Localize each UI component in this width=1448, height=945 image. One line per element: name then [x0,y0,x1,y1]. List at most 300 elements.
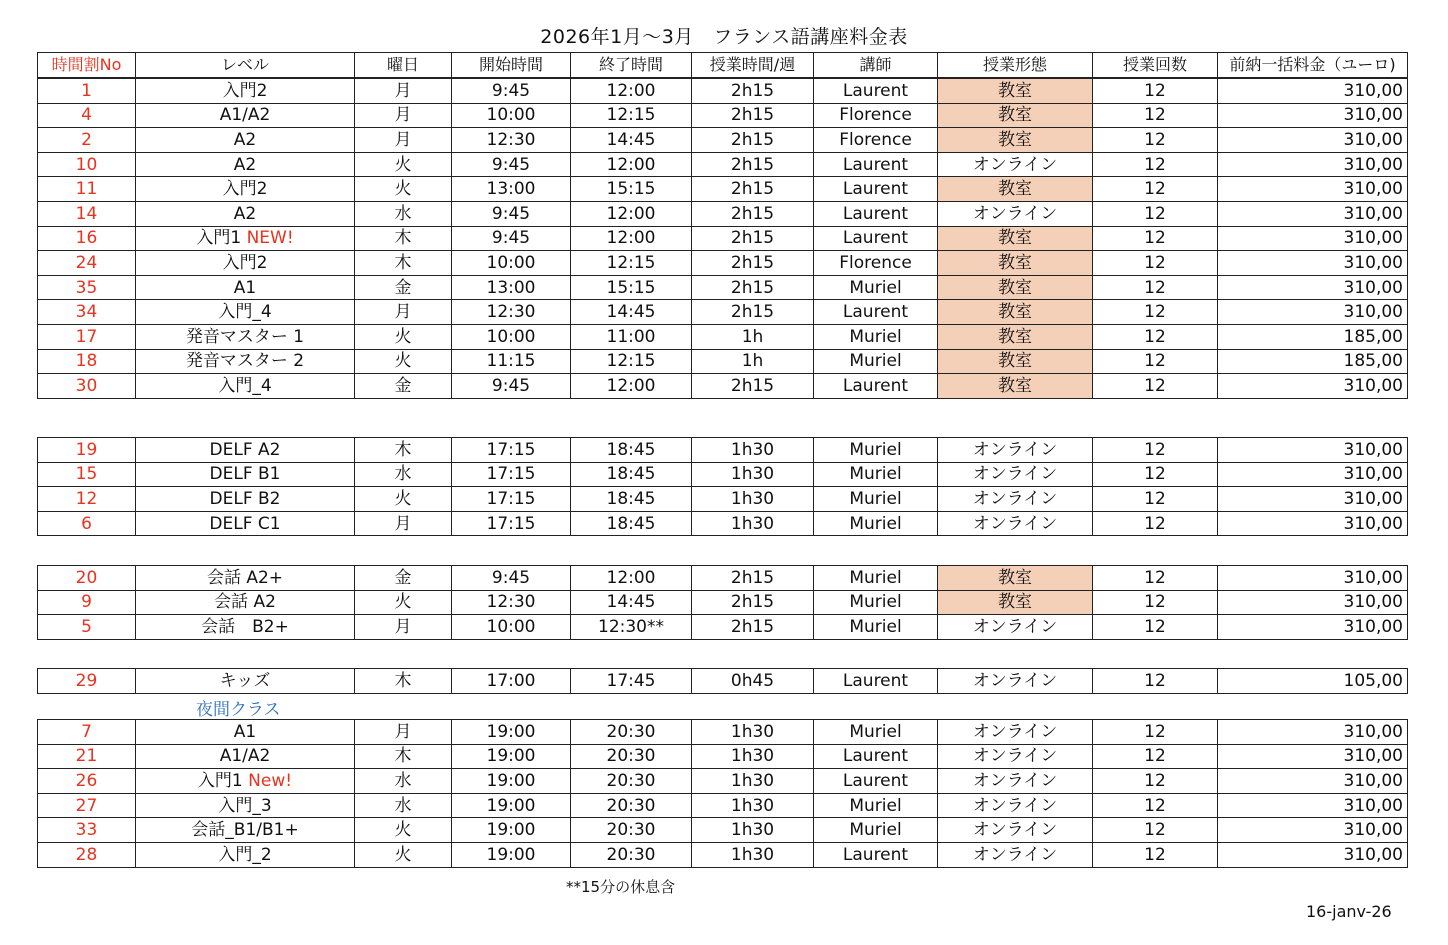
teacher-name: Florence [814,103,938,128]
header-mode: 授業形態 [938,53,1093,78]
class-level: 会話 B2+ [136,615,355,640]
teacher-name: Muriel [814,793,938,818]
class-day: 火 [355,590,452,615]
header-teacher: 講師 [814,53,938,78]
class-day: 水 [355,462,452,487]
class-level: A2 [136,128,355,153]
prepaid-price: 310,00 [1218,300,1408,325]
end-time: 15:15 [571,275,692,300]
teacher-name: Laurent [814,177,938,202]
table-row [38,590,1408,615]
class-mode: 教室 [938,300,1093,325]
end-time: 14:45 [571,128,692,153]
teacher-name: Laurent [814,201,938,226]
start-time: 9:45 [452,566,571,591]
prepaid-price: 310,00 [1218,720,1408,745]
level-text: 入門1 [197,770,249,791]
header-end: 終了時間 [571,53,692,78]
table-row [38,669,1408,694]
table-row [38,128,1408,153]
teacher-name: Florence [814,128,938,153]
end-time: 12:00 [571,79,692,104]
schedule-table [37,719,1408,868]
weekly-duration: 1h30 [692,744,814,769]
end-time: 11:00 [571,324,692,349]
prepaid-price: 185,00 [1218,324,1408,349]
teacher-name: Florence [814,251,938,276]
class-day: 月 [355,720,452,745]
start-time: 17:15 [452,487,571,512]
table-row [38,438,1408,463]
class-level: 会話_B1/B1+ [136,818,355,843]
table-row [38,349,1408,374]
class-day: 水 [355,793,452,818]
class-number: 14 [38,201,136,226]
class-level: DELF A2 [136,438,355,463]
weekly-duration: 2h15 [692,251,814,276]
class-day: 火 [355,818,452,843]
class-mode: オンライン [938,511,1093,536]
table-row [38,300,1408,325]
prepaid-price: 310,00 [1218,201,1408,226]
teacher-name: Laurent [814,744,938,769]
class-number: 15 [38,462,136,487]
start-time: 9:45 [452,374,571,399]
weekly-duration: 1h30 [692,720,814,745]
class-mode: 教室 [938,590,1093,615]
class-number: 9 [38,590,136,615]
table-row [38,152,1408,177]
weekly-duration: 2h15 [692,103,814,128]
prepaid-price: 310,00 [1218,487,1408,512]
schedule-table [37,668,1408,694]
class-number: 19 [38,438,136,463]
end-time: 20:30 [571,818,692,843]
class-day: 火 [355,842,452,867]
class-day: 木 [355,438,452,463]
weekly-duration: 1h30 [692,462,814,487]
prepaid-price: 310,00 [1218,251,1408,276]
lesson-count: 12 [1093,152,1218,177]
end-time: 18:45 [571,511,692,536]
header-price: 前納一括料金（ユーロ) [1218,53,1408,78]
prepaid-price: 310,00 [1218,103,1408,128]
class-mode: 教室 [938,79,1093,104]
teacher-name: Muriel [814,818,938,843]
end-time: 12:15 [571,251,692,276]
table-row [38,744,1408,769]
lesson-count: 12 [1093,438,1218,463]
start-time: 19:00 [452,769,571,794]
class-mode: オンライン [938,720,1093,745]
class-number: 28 [38,842,136,867]
class-mode: 教室 [938,251,1093,276]
class-number: 27 [38,793,136,818]
table-row [38,324,1408,349]
weekly-duration: 1h30 [692,438,814,463]
start-time: 19:00 [452,842,571,867]
class-day: 月 [355,79,452,104]
teacher-name: Laurent [814,152,938,177]
class-level: キッズ [136,669,355,694]
table-row [38,103,1408,128]
end-time: 12:00 [571,152,692,177]
page-title: 2026年1月〜3月 フランス語講座料金表 [540,26,908,48]
lesson-count: 12 [1093,226,1218,251]
end-time: 20:30 [571,793,692,818]
teacher-name: Laurent [814,842,938,867]
lesson-count: 12 [1093,349,1218,374]
class-number: 30 [38,374,136,399]
start-time: 17:15 [452,511,571,536]
class-number: 34 [38,300,136,325]
lesson-count: 12 [1093,566,1218,591]
lesson-count: 12 [1093,251,1218,276]
teacher-name: Muriel [814,566,938,591]
class-mode: オンライン [938,842,1093,867]
end-time: 18:45 [571,462,692,487]
lesson-count: 12 [1093,79,1218,104]
table-row [38,511,1408,536]
lesson-count: 12 [1093,669,1218,694]
end-time: 14:45 [571,590,692,615]
prepaid-price: 310,00 [1218,818,1408,843]
header-table [37,52,1408,78]
class-day: 水 [355,201,452,226]
table-row [38,842,1408,867]
class-mode: 教室 [938,177,1093,202]
weekly-duration: 1h30 [692,511,814,536]
prepaid-price: 310,00 [1218,511,1408,536]
class-level: 入門_4 [136,300,355,325]
start-time: 19:00 [452,818,571,843]
weekly-duration: 2h15 [692,128,814,153]
start-time: 11:15 [452,349,571,374]
class-day: 火 [355,324,452,349]
start-time: 19:00 [452,744,571,769]
class-day: 木 [355,669,452,694]
table-row [38,720,1408,745]
class-level: 入門_2 [136,842,355,867]
class-day: 火 [355,177,452,202]
weekly-duration: 1h30 [692,487,814,512]
teacher-name: Muriel [814,590,938,615]
schedule-table [37,565,1408,640]
start-time: 13:00 [452,275,571,300]
class-mode: 教室 [938,349,1093,374]
class-number: 29 [38,669,136,694]
class-mode: オンライン [938,438,1093,463]
class-mode: オンライン [938,615,1093,640]
class-number: 5 [38,615,136,640]
start-time: 12:30 [452,590,571,615]
end-time: 20:30 [571,842,692,867]
class-level: 入門2 [136,251,355,276]
start-time: 9:45 [452,201,571,226]
class-number: 2 [38,128,136,153]
weekly-duration: 2h15 [692,300,814,325]
table-row [38,275,1408,300]
start-time: 10:00 [452,103,571,128]
start-time: 19:00 [452,793,571,818]
class-day: 金 [355,566,452,591]
teacher-name: Muriel [814,275,938,300]
weekly-duration: 2h15 [692,615,814,640]
table-row [38,374,1408,399]
teacher-name: Laurent [814,226,938,251]
class-day: 木 [355,744,452,769]
teacher-name: Muriel [814,349,938,374]
table-row [38,177,1408,202]
lesson-count: 12 [1093,744,1218,769]
teacher-name: Laurent [814,769,938,794]
class-day: 木 [355,226,452,251]
teacher-name: Muriel [814,720,938,745]
start-time: 17:15 [452,438,571,463]
table-row [38,818,1408,843]
weekly-duration: 2h15 [692,152,814,177]
lesson-count: 12 [1093,201,1218,226]
teacher-name: Muriel [814,511,938,536]
weekly-duration: 2h15 [692,566,814,591]
class-day: 月 [355,300,452,325]
prepaid-price: 310,00 [1218,566,1408,591]
weekly-duration: 2h15 [692,275,814,300]
end-time: 12:00 [571,374,692,399]
start-time: 13:00 [452,177,571,202]
end-time: 20:30 [571,769,692,794]
weekly-duration: 2h15 [692,590,814,615]
class-level: 会話 A2 [136,590,355,615]
start-time: 12:30 [452,128,571,153]
class-mode: 教室 [938,566,1093,591]
class-day: 火 [355,487,452,512]
class-mode: オンライン [938,487,1093,512]
table-row [38,201,1408,226]
class-level: 入門2 [136,177,355,202]
class-level: A1/A2 [136,103,355,128]
lesson-count: 12 [1093,374,1218,399]
table-row [38,462,1408,487]
class-day: 木 [355,251,452,276]
class-day: 金 [355,275,452,300]
class-level: DELF B2 [136,487,355,512]
teacher-name: Laurent [814,374,938,399]
end-time: 12:00 [571,566,692,591]
prepaid-price: 310,00 [1218,79,1408,104]
header-day: 曜日 [355,53,452,78]
weekly-duration: 1h30 [692,793,814,818]
end-time: 15:15 [571,177,692,202]
class-level: 入門_4 [136,374,355,399]
lesson-count: 12 [1093,324,1218,349]
class-level: DELF C1 [136,511,355,536]
end-time: 12:00 [571,226,692,251]
weekly-duration: 2h15 [692,79,814,104]
table-row [38,566,1408,591]
lesson-count: 12 [1093,720,1218,745]
table-row [38,793,1408,818]
class-level [136,769,355,794]
end-time: 12:15 [571,349,692,374]
start-time: 10:00 [452,324,571,349]
teacher-name: Laurent [814,669,938,694]
start-time: 12:30 [452,300,571,325]
evening-class-label: 夜間クラス [196,700,281,720]
class-mode: オンライン [938,152,1093,177]
schedule-table [37,78,1408,399]
class-level: A1 [136,720,355,745]
teacher-name: Muriel [814,462,938,487]
class-mode: オンライン [938,744,1093,769]
header-count: 授業回数 [1093,53,1218,78]
prepaid-price: 310,00 [1218,793,1408,818]
prepaid-price: 310,00 [1218,152,1408,177]
start-time: 10:00 [452,615,571,640]
table-row [38,79,1408,104]
end-time: 12:00 [571,201,692,226]
teacher-name: Muriel [814,487,938,512]
class-mode: オンライン [938,669,1093,694]
schedule-table [37,437,1408,536]
class-number: 20 [38,566,136,591]
start-time: 10:00 [452,251,571,276]
start-time: 17:15 [452,462,571,487]
header-level: レベル [136,53,355,78]
lesson-count: 12 [1093,615,1218,640]
class-day: 月 [355,103,452,128]
end-time: 18:45 [571,487,692,512]
level-text: 入門1 [196,228,247,249]
class-number: 21 [38,744,136,769]
class-mode: オンライン [938,769,1093,794]
class-level: 入門_3 [136,793,355,818]
header-no: 時間割No [38,53,136,78]
end-time: 20:30 [571,720,692,745]
class-number: 35 [38,275,136,300]
prepaid-price: 310,00 [1218,769,1408,794]
class-number: 7 [38,720,136,745]
lesson-count: 12 [1093,275,1218,300]
start-time: 19:00 [452,720,571,745]
lesson-count: 12 [1093,128,1218,153]
prepaid-price: 310,00 [1218,842,1408,867]
start-time: 9:45 [452,79,571,104]
header-start: 開始時間 [452,53,571,78]
lesson-count: 12 [1093,793,1218,818]
lesson-count: 12 [1093,511,1218,536]
class-level: 入門2 [136,79,355,104]
weekly-duration: 1h30 [692,842,814,867]
class-mode: オンライン [938,462,1093,487]
class-level: 会話 A2+ [136,566,355,591]
prepaid-price: 310,00 [1218,177,1408,202]
class-number: 12 [38,487,136,512]
class-number: 26 [38,769,136,794]
end-time: 14:45 [571,300,692,325]
lesson-count: 12 [1093,103,1218,128]
prepaid-price: 310,00 [1218,590,1408,615]
lesson-count: 12 [1093,462,1218,487]
prepaid-price: 310,00 [1218,374,1408,399]
class-mode: オンライン [938,201,1093,226]
class-number: 4 [38,103,136,128]
prepaid-price: 310,00 [1218,438,1408,463]
table-row [38,226,1408,251]
class-level: 発音マスター 2 [136,349,355,374]
prepaid-price: 105,00 [1218,669,1408,694]
weekly-duration: 1h [692,349,814,374]
table-row [38,487,1408,512]
table-row [38,615,1408,640]
table-row [38,251,1408,276]
class-number: 6 [38,511,136,536]
class-level: A2 [136,152,355,177]
class-number: 18 [38,349,136,374]
class-number: 24 [38,251,136,276]
class-level: A2 [136,201,355,226]
class-level: 発音マスター 1 [136,324,355,349]
new-badge: New! [248,770,293,791]
class-mode: 教室 [938,324,1093,349]
lesson-count: 12 [1093,177,1218,202]
class-level: DELF B1 [136,462,355,487]
end-time: 12:30** [571,615,692,640]
prepaid-price: 310,00 [1218,615,1408,640]
weekly-duration: 1h30 [692,818,814,843]
weekly-duration: 2h15 [692,177,814,202]
class-day: 月 [355,615,452,640]
class-number: 16 [38,226,136,251]
class-day: 火 [355,349,452,374]
class-mode: 教室 [938,226,1093,251]
class-number: 17 [38,324,136,349]
lesson-count: 12 [1093,487,1218,512]
end-time: 18:45 [571,438,692,463]
start-time: 9:45 [452,226,571,251]
prepaid-price: 310,00 [1218,275,1408,300]
lesson-count: 12 [1093,818,1218,843]
class-level: A1 [136,275,355,300]
class-mode: 教室 [938,374,1093,399]
end-time: 17:45 [571,669,692,694]
class-mode: 教室 [938,103,1093,128]
table-row [38,769,1408,794]
teacher-name: Muriel [814,438,938,463]
class-mode: 教室 [938,128,1093,153]
break-note: **15分の休息含 [566,878,676,896]
lesson-count: 12 [1093,769,1218,794]
teacher-name: Laurent [814,300,938,325]
document-date: 16-janv-26 [1306,902,1392,921]
weekly-duration: 2h15 [692,374,814,399]
lesson-count: 12 [1093,590,1218,615]
class-mode: オンライン [938,818,1093,843]
class-day: 水 [355,769,452,794]
class-day: 月 [355,511,452,536]
prepaid-price: 310,00 [1218,226,1408,251]
class-number: 1 [38,79,136,104]
class-number: 11 [38,177,136,202]
teacher-name: Muriel [814,324,938,349]
end-time: 12:15 [571,103,692,128]
prepaid-price: 310,00 [1218,462,1408,487]
class-level [136,226,355,251]
class-day: 金 [355,374,452,399]
new-badge: NEW! [246,228,294,249]
class-number: 33 [38,818,136,843]
class-mode: 教室 [938,275,1093,300]
